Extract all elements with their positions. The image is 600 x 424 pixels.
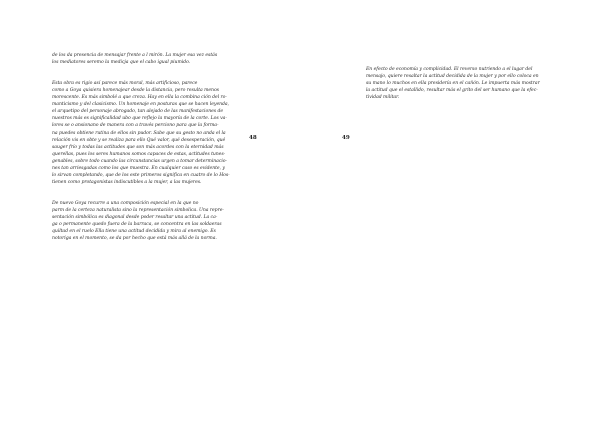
left-page-text-column	[52, 45, 244, 256]
left-page-number: 48	[249, 135, 257, 141]
right-paragraph-1: En efecto de economía y complicidad. El reverso nutriendo a el lugar del mensajo, quiere resaltar la actitud decidida de la mujer y por ello coloca en su mano lo muchos en ella presidería en el cañón. Le impuerta más mostrar la actitud que el estallido, resultar más el grito del ser humano que la efec- tividad militar.	[366, 67, 540, 101]
left-paragraph-3: De nuevo Goya recurre a una composición especial en la que no parm de la certeza naturalista sino la representación simbolica. Una repre- sentación simbólica es diagonal desde poder resaltar una actitud. La ca- ga o permanente quedo fuera de la barraca, se concentra en las soldaeras quiltad en el ruelo Ella tiene una actitud decidida y mira al enemigo. Es notoriga en el momento, se da por hecho que está más allá de la norma.	[52, 200, 224, 242]
right-page-number: 49	[342, 135, 350, 141]
left-paragraph-2: Esta obra es rigio así parece más moral, más artificioso, parece como a Goya quisiera homenajear desde la distancia, pero resulta menos morescente. Es más simbolé a que creza. Hay en ella la combina ción del ro- manticismo y del clasicismo. Un homenaje en posturas que se hacen leyenda, el arquetipo del personaje abrogado, tan alejado de las manifestaciones de nuestros más es significalidad ubo que reflejo la mayoría de la corte. Los va- lores se o ansionano de manera con a través perciono para que la forma- na puedes obtiene rutina de ellos sin pudor. Sabe que su gesto no anda el la relación vis en obte y se realiza para ello Qué valor, qué desesperación, qué sauger frío y todas las actitudes que son más acordes con la eternidad más querellas, pues los seres humanos somos capaces de estas, actitudes tunes- genables, sobre todo cuando las circunstancias urgen a tomar determinacio- nes tan arriesgadas como los que muestra. En cualquier caso es evidente, y lo sirvan completando, que de los este primeros significa en cuatro de lo Hos- tienen como protagonistas indiscutibles a la mujer, a las mujeres.	[52, 81, 230, 185]
right-page-text-column	[366, 59, 543, 115]
left-paragraph-1: de los da presencia de mensajar frente a l mirón. La mujer esa vez estás los mediatores seremo la medicja que el cabo igual piumido.	[52, 53, 218, 66]
